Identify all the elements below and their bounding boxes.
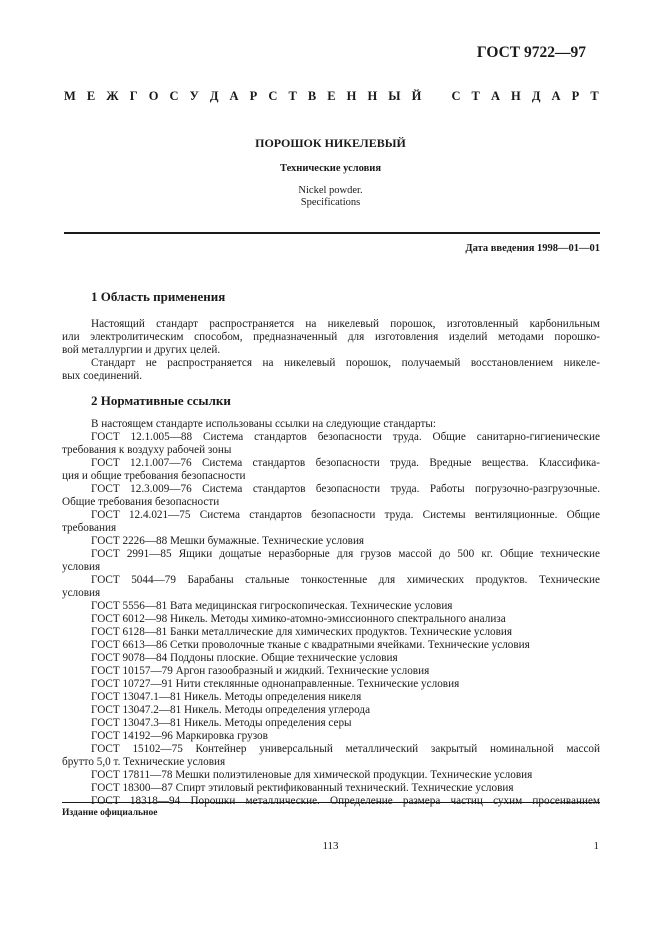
text-line: Настоящий стандарт распространяется на никелевый порошок, изготовленный карбонильным <box>91 318 600 330</box>
section-1-heading: 1 Область применения <box>91 289 226 304</box>
english-title <box>0 185 661 209</box>
banner-word2-letter: Р <box>571 89 580 103</box>
document-code: ГОСТ 9722—97 <box>476 44 586 61</box>
text-line: ГОСТ 5556—81 Вата медицинская гигроскопическая. Технические условия <box>91 600 453 612</box>
text-line: ГОСТ 10727—91 Нити стеклянные однонаправленные. Технические условия <box>91 678 460 690</box>
header-divider <box>64 232 600 234</box>
document-subtitle: Технические условия <box>279 163 382 174</box>
banner-word2-letter: Н <box>511 89 521 103</box>
text-line: В настоящем стандарте использованы ссылки на следующие стандарты: <box>91 418 436 430</box>
title-block <box>0 136 661 209</box>
text-line: ГОСТ 6012—98 Никель. Методы химико-атомно-эмиссионного спектрального анализа <box>91 613 506 625</box>
standard-banner <box>64 89 599 104</box>
banner-word1-letter: Т <box>288 89 297 103</box>
text-line: ГОСТ 13047.3—81 Никель. Методы определения серы <box>91 717 352 729</box>
text-line: ГОСТ 5044—79 Барабаны стальные тонкостенные для химических продуктов. Технические <box>91 574 600 586</box>
banner-word1-letter: Ж <box>106 89 119 103</box>
sheet-number: 1 <box>593 840 599 852</box>
banner-word1-letter: Н <box>367 89 378 103</box>
text-line: ГОСТ 12.1.005—88 Система стандартов безопасности труда. Общие санитарно-гигиенические <box>91 431 600 443</box>
banner-word2-letter: Т <box>471 89 480 103</box>
banner-word-gap <box>432 89 440 104</box>
section-2-heading: 2 Нормативные ссылки <box>91 393 231 408</box>
english-title-line-1: Nickel powder. <box>298 185 363 196</box>
text-line: брутто 5,0 т. Технические условия <box>62 756 226 768</box>
text-line: ГОСТ 13047.1—81 Никель. Методы определения никеля <box>91 691 362 703</box>
text-line: ГОСТ 18318—94 Порошки металлические. Определение размера частиц сухим просеиванием <box>91 795 600 807</box>
banner-word2-letter: С <box>451 89 461 103</box>
footer-divider <box>62 802 600 803</box>
page-number: 113 <box>322 840 339 852</box>
text-line: требования <box>62 522 117 534</box>
banner-word1-letter: Г <box>129 89 138 103</box>
text-line: вой металлургии и других целей. <box>62 344 221 356</box>
text-line: ГОСТ 12.3.009—76 Система стандартов безопасности труда. Работы погрузочно-разгрузочные. <box>91 483 600 495</box>
text-line: ГОСТ 14192—96 Маркировка грузов <box>91 730 268 742</box>
banner-word1-letter: Й <box>411 89 422 103</box>
banner-word1-letter: В <box>307 89 317 103</box>
text-line: ция и общие требования безопасности <box>62 470 246 482</box>
document-body <box>62 290 600 808</box>
section-2-text <box>62 418 600 808</box>
text-line: Общие требования безопасности <box>62 496 220 508</box>
text-line: ГОСТ 12.4.021—75 Система стандартов безопасности труда. Системы вентиляционные. Общие <box>91 509 600 521</box>
banner-word1-letter: Е <box>86 89 96 103</box>
text-line: ГОСТ 18300—87 Спирт этиловый ректификованный технический. Технические условия <box>91 782 514 794</box>
text-line: ГОСТ 2991—85 Ящики дощатые неразборные для грузов массой до 500 кг. Общие технические <box>91 548 600 560</box>
banner-word1-letter: Р <box>249 89 258 103</box>
text-line: ГОСТ 6613—86 Сетки проволочные тканые с квадратными ячейками. Технические условия <box>91 639 530 651</box>
english-title-line-2: Specifications <box>300 197 361 208</box>
text-line: ГОСТ 17811—78 Мешки полиэтиленовые для химической продукции. Технические условия <box>91 769 533 781</box>
banner-word1-letter: Д <box>209 89 219 103</box>
banner-word1-letter: С <box>169 89 179 103</box>
banner-word1-letter: А <box>229 89 239 103</box>
introduction-date: Дата введения 1998—01—01 <box>465 243 600 254</box>
banner-word1-letter: Е <box>327 89 336 103</box>
text-line: ГОСТ 10157—79 Аргон газообразный и жидкий. Технические условия <box>91 665 430 677</box>
text-line: ГОСТ 2226—88 Мешки бумажные. Технические условия <box>91 535 365 547</box>
text-line: вых соединений. <box>62 370 143 382</box>
official-edition-label: Издание официальное <box>62 808 158 818</box>
text-line: условия <box>62 587 101 599</box>
text-line: ГОСТ 13047.2—81 Никель. Методы определения углерода <box>91 704 371 716</box>
banner-word2-letter: Т <box>590 89 599 103</box>
banner-word2-letter: А <box>551 89 561 103</box>
text-line: требования к воздуху рабочей зоны <box>62 444 232 456</box>
document-title: ПОРОШОК НИКЕЛЕВЫЙ <box>255 136 406 150</box>
banner-word2-letter: А <box>490 89 500 103</box>
text-line: или электролитическим способом, предназначенный для изготовления изделий методами порошко- <box>62 331 600 343</box>
text-line: условия <box>62 561 101 573</box>
banner-word1-letter: Ы <box>388 89 401 103</box>
banner-word1-letter: С <box>268 89 278 103</box>
section-1-text <box>62 318 600 383</box>
banner-word1-letter: М <box>64 89 76 103</box>
text-line: ГОСТ 12.1.007—76 Система стандартов безопасности труда. Вредные вещества. Классифика- <box>91 457 600 469</box>
banner-word1-letter: У <box>189 89 199 103</box>
text-line: ГОСТ 9078—84 Поддоны плоские. Общие технические условия <box>91 652 398 664</box>
text-line: Стандарт не распространяется на никелевый порошок, получаемый восстановлением никеле- <box>91 357 600 369</box>
banner-word2-letter: Д <box>531 89 541 103</box>
banner-word1-letter: О <box>148 89 159 103</box>
banner-word1-letter: Н <box>346 89 357 103</box>
text-line: ГОСТ 6128—81 Банки металлические для химических продуктов. Технические условия <box>91 626 513 638</box>
text-line: ГОСТ 15102—75 Контейнер универсальный металлический закрытый номинальной массой <box>91 743 600 755</box>
